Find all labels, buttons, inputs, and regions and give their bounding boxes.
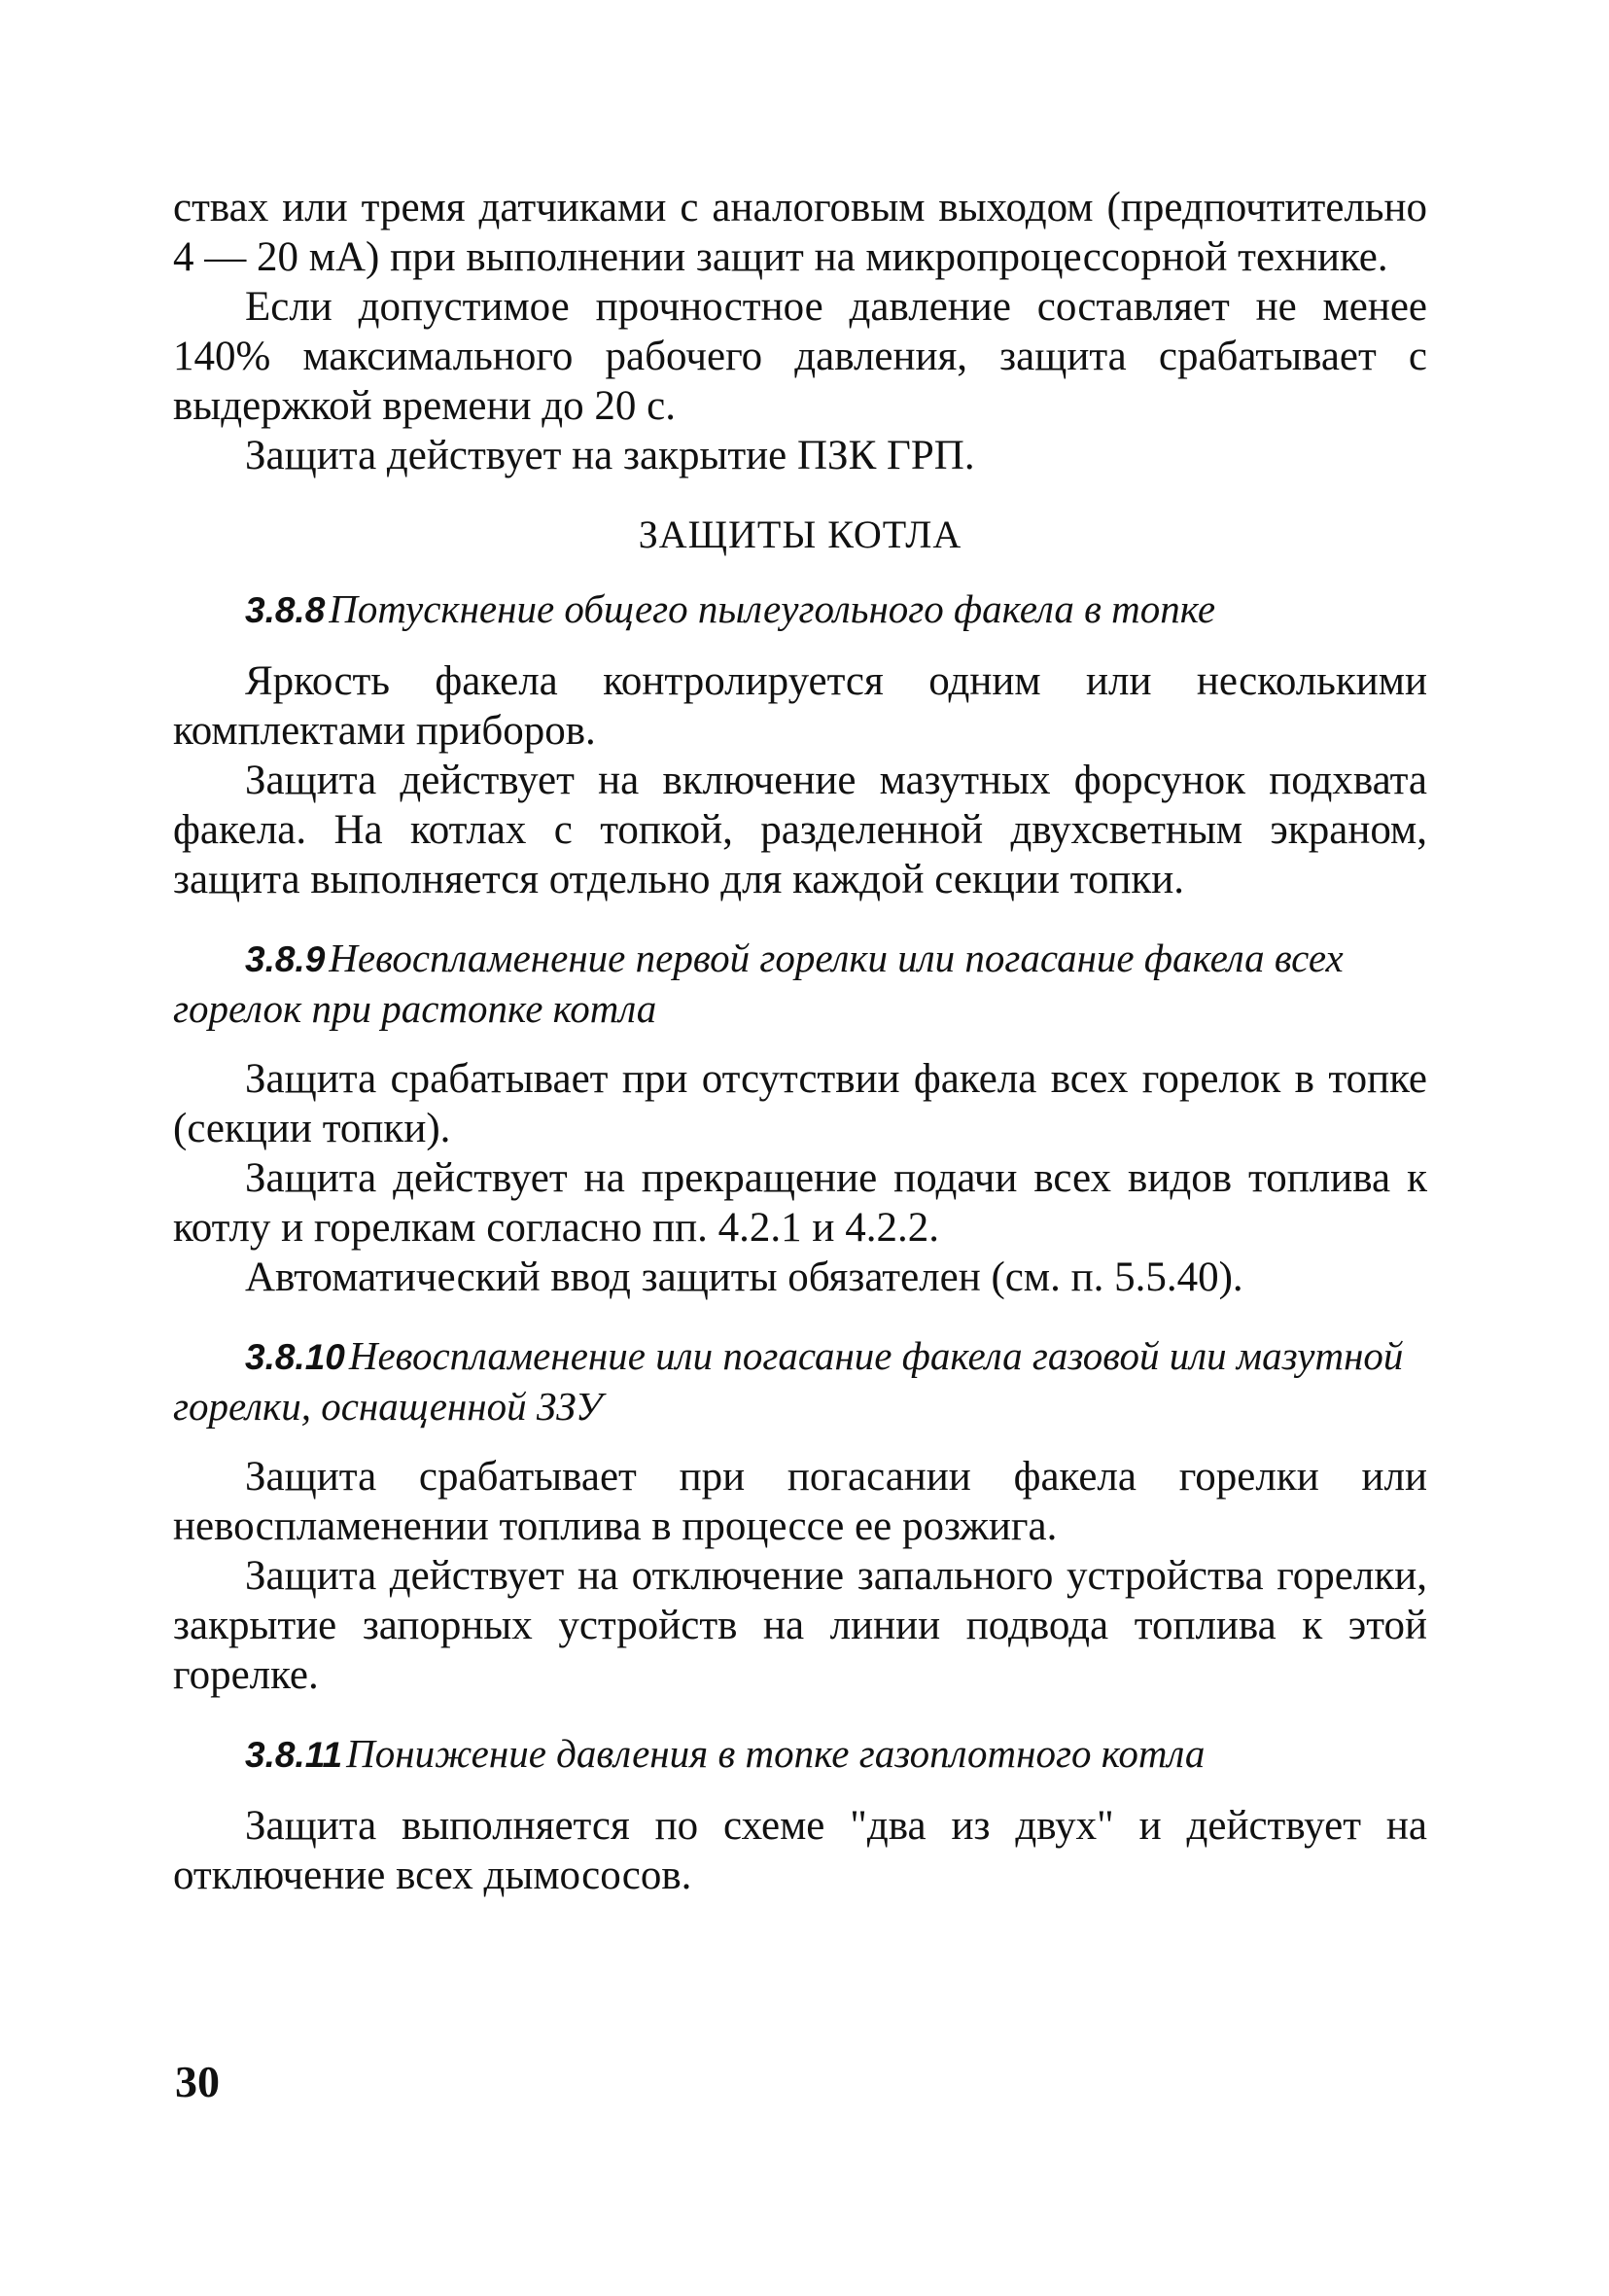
- intro-paragraph-2: Если допустимое прочностное давление составляет не менее 140% максимального рабочего давления, защита срабатывает с выдержкой времени до 20 с.: [173, 284, 1427, 429]
- subsection-paragraph: Защита срабатывает при погасании факела горелки или невоспламенении топлива в процессе ее розжига.: [173, 1454, 1427, 1549]
- subsection-heading: [173, 1729, 1427, 1780]
- subsection-paragraph: Защита действует на прекращение подачи всех видов топлива к котлу и горелкам согласно пп. 4.2.1 и 4.2.2.: [173, 1155, 1427, 1251]
- subsection-number: 3.8.11: [245, 1735, 343, 1775]
- subsection-3-8-11: [173, 1729, 1427, 1900]
- subsection-paragraph: Яркость факела контролируется одним или несколькими комплектами приборов.: [173, 658, 1427, 754]
- subsection-title: Невоспламенение или погасание факела газовой или мазутной горелки, оснащенной ЗЗУ: [173, 1333, 1404, 1429]
- subsection-number: 3.8.9: [245, 939, 326, 979]
- subsection-number: 3.8.8: [245, 590, 326, 630]
- subsection-3-8-8: [173, 584, 1427, 904]
- document-page: [173, 183, 1427, 1900]
- subsection-3-8-9: [173, 934, 1427, 1302]
- subsection-title: Невоспламенение первой горелки или погасание факела всех горелок при растопке котла: [173, 936, 1344, 1031]
- intro-paragraph-1: ствах или тремя датчиками с аналоговым выходом (предпочтительно 4 — 20 мА) при выполнении защит на микропроцессорной технике.: [173, 185, 1427, 280]
- subsection-paragraph: Защита срабатывает при отсутствии факела всех горелок в топке (секции топки).: [173, 1056, 1427, 1151]
- intro-paragraph-3: Защита действует на закрытие ПЗК ГРП.: [245, 433, 975, 478]
- subsection-paragraph: Автоматический ввод защиты обязателен (см. п. 5.5.40).: [245, 1254, 1243, 1300]
- subsection-heading: [173, 1331, 1427, 1431]
- subsection-heading: [173, 584, 1427, 635]
- subsection-3-8-10: [173, 1331, 1427, 1700]
- subsection-paragraph: Защита выполняется по схеме "два из двух" и действует на отключение всех дымососов.: [173, 1803, 1427, 1898]
- subsection-number: 3.8.10: [245, 1337, 345, 1377]
- subsection-paragraph: Защита действует на включение мазутных форсунок подхвата факела. На котлах с топкой, разделенной двухсветным экраном, защита выполняется отдельно для каждой секции топки.: [173, 758, 1427, 902]
- subsection-title: Потускнение общего пылеугольного факела в топке: [329, 586, 1216, 631]
- subsection-heading: [173, 934, 1427, 1033]
- subsection-paragraph: Защита действует на отключение запального устройства горелки, закрытие запорных устройств на линии подвода топлива к этой горелке.: [173, 1553, 1427, 1698]
- section-title: ЗАЩИТЫ КОТЛА: [638, 512, 962, 556]
- page-number: 30: [175, 2057, 220, 2106]
- intro-block: [173, 183, 1427, 480]
- subsection-title: Понижение давления в топке газоплотного котла: [346, 1731, 1206, 1776]
